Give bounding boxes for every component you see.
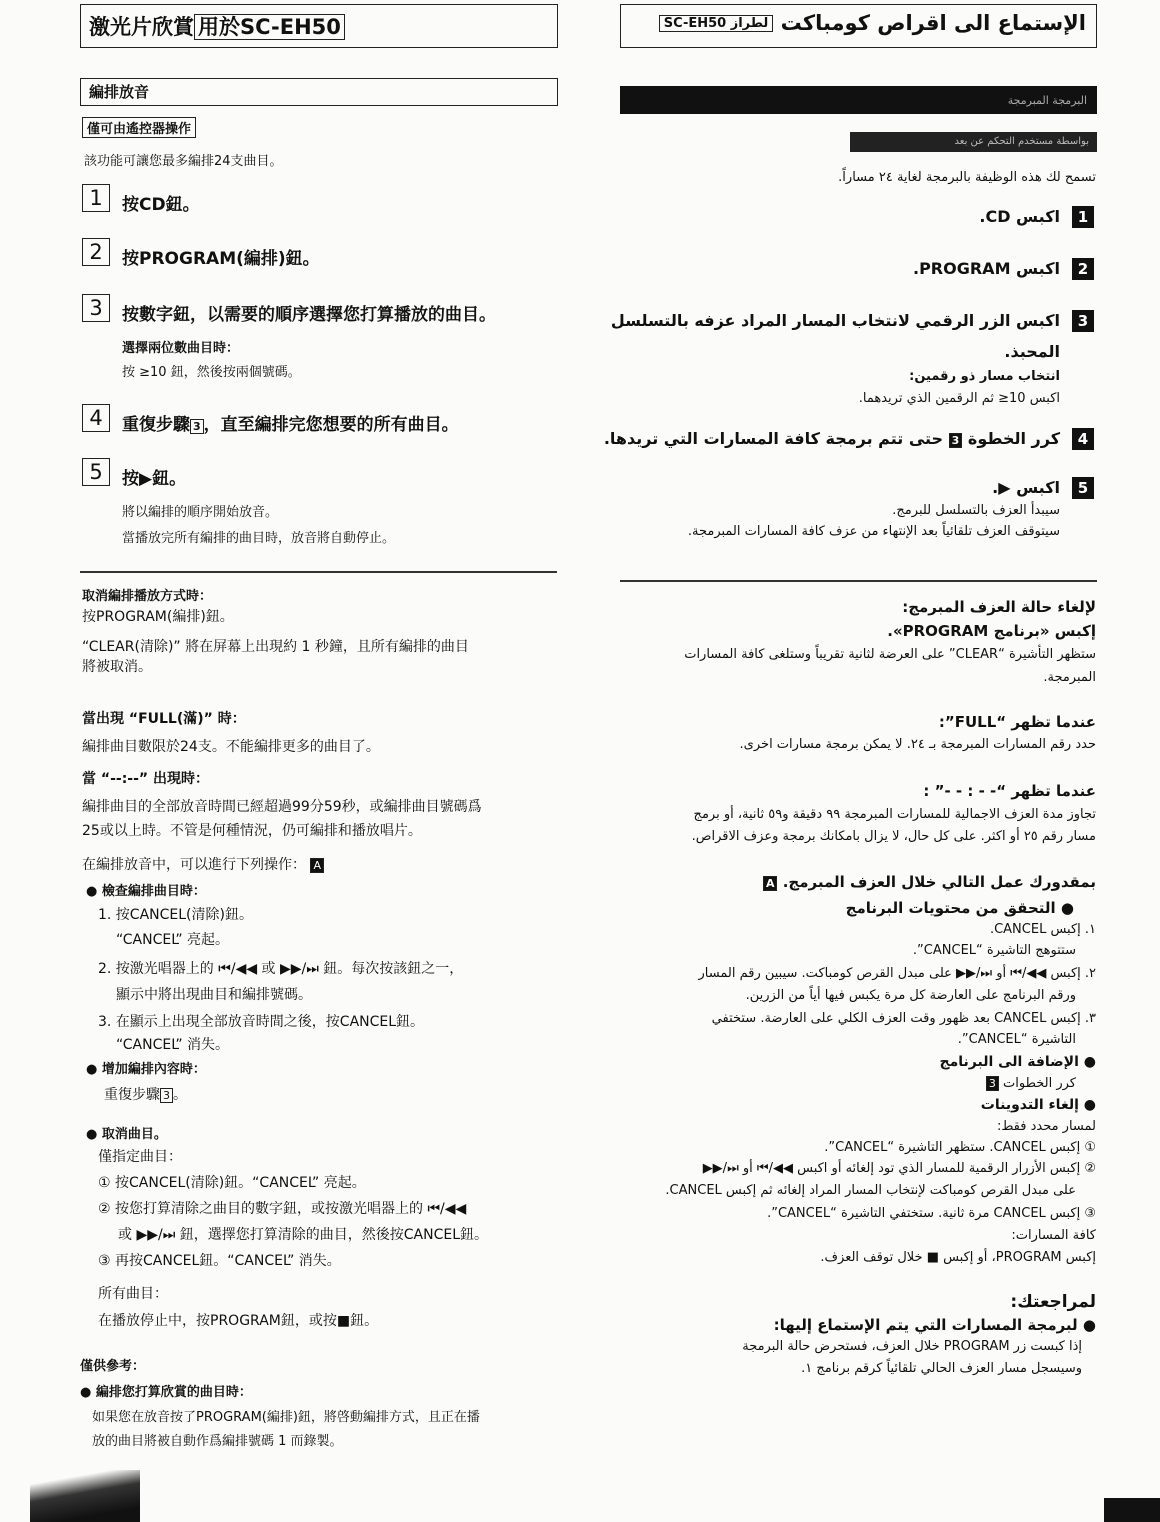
add-title: ● 增加編排內容時： — [86, 1062, 206, 1077]
step-text: اكبس PROGRAM. — [913, 259, 1060, 278]
step-subtext: انتخاب مسار ذو رقمين: — [909, 369, 1060, 384]
step-subtext: سيتوقف العزف تلقائياً بعد الإنتهاء من عزف كافة المسارات المبرمجة. — [687, 524, 1060, 539]
cancel-line: ستظهر التأشيرة “CLEAR” على العرضة لثانية تقريباً وستلغى كافة المسارات — [684, 647, 1096, 662]
delete-line: ① إكبس CANCEL. ستظهر التاشيرة “CANCEL”. — [824, 1140, 1096, 1155]
header-title: الإستماع الى اقراص كومباكت — [780, 11, 1086, 35]
check-item: 顯示中將出現曲目和編排號碼。 — [116, 987, 312, 1003]
ref-line: إذا كبست زر PROGRAM خلال العزف، فستحرض حالة البرمجة — [742, 1339, 1082, 1354]
delete-line: كافة المسارات: — [1011, 1228, 1096, 1243]
delete-line: 在播放停止中，按PROGRAM鈕，或按■鈕。 — [98, 1313, 379, 1329]
check-item: التاشيرة “CANCEL”. — [957, 1032, 1076, 1047]
ref-title: 僅供參考： — [80, 1359, 146, 1374]
step-number: 5 — [82, 458, 110, 486]
delete-line: لمسار محدد فقط: — [996, 1119, 1096, 1134]
full-line: حدد رقم المسارات المبرمجة بـ ٢٤. لا يمكن برمجة مسارات اخرى. — [739, 737, 1096, 752]
step-text: 按▶鈕。 — [122, 469, 187, 489]
intro-text: 該功能可讓您最多編排24支曲目。 — [84, 154, 283, 169]
dash-line: مسار رقم ٢٥ أو اكثر. على كل حال، لا يزال بامكانك برمجة وعزف الاقراص. — [691, 829, 1096, 844]
cancel-line: 按PROGRAM(編排)鈕。 — [82, 609, 234, 625]
delete-line: 或 ▶▶/⏭ 鈕，選擇您打算清除的曲目，然後按CANCEL鈕。 — [118, 1227, 488, 1243]
delete-line: 所有曲目： — [98, 1286, 168, 1302]
delete-title: ● 取消曲目。 — [86, 1127, 167, 1142]
delete-line: إكبس PROGRAM، أو إكبس ■ خلال توقف العزف. — [820, 1250, 1096, 1265]
cancel-line: إكبس «برنامج PROGRAM». — [887, 622, 1096, 640]
ref-line: وسيسجل مسار العزف الحالي تلقائياً كرقم برنامج ١. — [801, 1361, 1082, 1376]
full-line: 編排曲目數限於24支。不能編排更多的曲目了。 — [82, 739, 380, 755]
check-item: “CANCEL” 消失。 — [116, 1037, 230, 1053]
dash-line: 25或以上時。不管是何種情況，仍可編排和播放唱片。 — [82, 823, 422, 839]
step-number: 4 — [82, 404, 110, 432]
step-text: اكبس ▶. — [992, 478, 1060, 497]
step-text: كرر الخطوة 3 حتى تتم برمجة كافة المسارات التي تريدها. — [603, 429, 1060, 448]
cancel-title: 取消編排播放方式時： — [82, 589, 213, 604]
dash-line: تجاوز مدة العزف الاجمالية للمسارات المبرمجة ٩٩ دقيقة و٥٩ ثانية، أو برمج — [693, 807, 1096, 822]
ref-title: لمراجعتك: — [1010, 1292, 1096, 1312]
step-text: اكبس CD. — [979, 207, 1060, 226]
header-title: 激光片欣賞 — [89, 15, 194, 39]
model-label: 用於SC-EH50 — [194, 14, 345, 40]
remote-only-bar: بواسطة مستخدم التحكم عن بعد — [850, 132, 1097, 152]
ref-line: 放的曲目將被自動作爲編排號碼 1 而錄製。 — [92, 1434, 343, 1449]
add-title: ● الإضافة الى البرنامج — [939, 1054, 1096, 1070]
badge-a: A — [763, 876, 778, 891]
delete-line: ③ 再按CANCEL鈕。“CANCEL” 消失。 — [98, 1253, 341, 1269]
full-title: عندما تظهر “FULL”: — [938, 713, 1096, 731]
step-number: 4 — [1072, 428, 1094, 450]
step-number: 3 — [1072, 310, 1094, 332]
step-subtext: 當播放完所有編排的曲目時，放音將自動停止。 — [122, 531, 396, 546]
check-item: 3. 在顯示上出現全部放音時間之後，按CANCEL鈕。 — [98, 1014, 425, 1030]
divider — [80, 571, 557, 573]
check-item: ستتوهج التاشيرة “CANCEL”. — [912, 943, 1076, 958]
check-item: “CANCEL” 亮起。 — [116, 932, 230, 948]
check-item: ورقم البرنامج على العارضة كل مرة يكبس فيها أياً من الزرين. — [745, 988, 1076, 1003]
delete-line: على مبدل القرص كومباكت لإنتخاب المسار المراد إلغائه ثم إكبس CANCEL. — [665, 1183, 1076, 1198]
check-item: ١. إكبس CANCEL. — [989, 922, 1096, 937]
step-text: 按CD鈕。 — [122, 195, 200, 215]
delete-line: ② إكبس الأزرار الرقمية للمسار الذي تود إلغائه أو اكبس ◀◀/⏮ أو ⏭/▶▶ — [702, 1161, 1096, 1176]
step-number: 2 — [82, 238, 110, 266]
ref-subtitle: ● 編排您打算欣賞的曲目時： — [80, 1385, 252, 1400]
step-number: 1 — [82, 184, 110, 212]
full-title: 當出現 “FULL(滿)” 時： — [82, 711, 246, 727]
model-label: لطراز SC-EH50 — [659, 15, 774, 32]
page-header-right — [620, 4, 1097, 48]
during-text: 在編排放音中，可以進行下列操作： A — [82, 854, 324, 874]
step-number: 2 — [1072, 258, 1094, 280]
section-title: 編排放音 — [80, 78, 558, 106]
dash-title: عندما تظهر “- - : - -” : — [923, 782, 1096, 800]
dash-title: 當 “--:--” 出現時： — [82, 771, 209, 787]
scan-corner-mark — [1104, 1498, 1160, 1522]
delete-line: 僅指定曲目： — [98, 1149, 182, 1165]
step-text: 按PROGRAM(編排)鈕。 — [122, 249, 320, 269]
ref-line: 如果您在放音按了PROGRAM(編排)鈕，將啓動編排方式，且正在播 — [92, 1410, 480, 1425]
cancel-line: 將被取消。 — [82, 659, 152, 675]
step-text: 按數字鈕，以需要的順序選擇您打算播放的曲目。 — [122, 305, 496, 325]
check-item: ٢. إكبس ◀◀/⏮ أو ⏭/▶▶ على مبدل القرص كومباكت. سيبين رقم المسار — [698, 966, 1096, 981]
check-item: 2. 按激光唱器上的 ⏮/◀◀ 或 ▶▶/⏭ 鈕。每次按該鈕之一， — [98, 961, 464, 977]
check-item: 1. 按CANCEL(清除)鈕。 — [98, 907, 253, 923]
check-title: ● التحقق من محتويات البرنامج — [845, 899, 1074, 917]
remote-only-label: 僅可由遙控器操作 — [82, 117, 196, 138]
during-text: بمقدورك عمل التالي خلال العزف المبرمج. A — [763, 873, 1096, 891]
step-text: اكبس الزر الرقمي لانتخاب المسار المراد عزفه بالتسلسل — [610, 311, 1060, 330]
scan-shadow — [30, 1470, 140, 1522]
cancel-line: المبرمجة. — [1043, 670, 1096, 685]
add-line: كرر الخطوات 3 — [986, 1076, 1076, 1091]
delete-title: ● إلغاء التدوينات — [980, 1097, 1096, 1113]
delete-line: ① 按CANCEL(清除)鈕。“CANCEL” 亮起。 — [98, 1175, 366, 1191]
divider — [620, 580, 1097, 582]
step-text: 重復步驟 3 ，直至編排完您想要的所有曲目。 — [122, 415, 459, 435]
cancel-line: “CLEAR(清除)” 將在屏幕上出現約 1 秒鐘，且所有編排的曲目 — [82, 639, 469, 655]
check-title: ● 檢查編排曲目時： — [86, 884, 206, 899]
step-text: المحبذ. — [1004, 342, 1060, 361]
step-number: 3 — [82, 294, 110, 322]
step-subtext: 將以編排的順序開始放音。 — [122, 505, 279, 520]
delete-line: ② 按您打算清除之曲目的數字鈕，或按激光唱器上的 ⏮/◀◀ — [98, 1201, 467, 1217]
step-number: 1 — [1072, 206, 1094, 228]
badge-a: A — [310, 858, 324, 873]
page-header-left — [80, 4, 558, 48]
step-subtext: 按 ≥10 鈕，然後按兩個號碼。 — [122, 365, 301, 380]
step-number: 5 — [1072, 477, 1094, 499]
add-line: 重復步驟 3 。 — [104, 1087, 187, 1103]
step-subtext: 選擇兩位數曲目時： — [122, 341, 240, 356]
check-item: ٣. إكبس CANCEL بعد ظهور وقت العزف الكلي على العارضة. ستختفي — [711, 1011, 1096, 1026]
dash-line: 編排曲目的全部放音時間已經超過99分59秒，或編排曲目號碼爲 — [82, 799, 482, 815]
delete-line: ③ إكبس CANCEL مرة ثانية. ستختفي التاشيرة “CANCEL”. — [767, 1206, 1096, 1221]
intro-text: تسمح لك هذه الوظيفة بالبرمجة لغاية ٢٤ مساراً. — [838, 170, 1096, 185]
section-bar: البرمجة المبرمجة — [620, 86, 1097, 114]
step-subtext: سيبدأ العزف بالتسلسل للبرمج. — [892, 503, 1060, 518]
ref-subtitle: ● لبرمجة المسارات التي يتم الإستماع إليها: — [773, 1316, 1096, 1334]
cancel-title: لإلغاء حالة العزف المبرمج: — [902, 598, 1096, 616]
step-subtext: اكبس 10≤ ثم الرقمين الذي تريدهما. — [858, 391, 1060, 406]
